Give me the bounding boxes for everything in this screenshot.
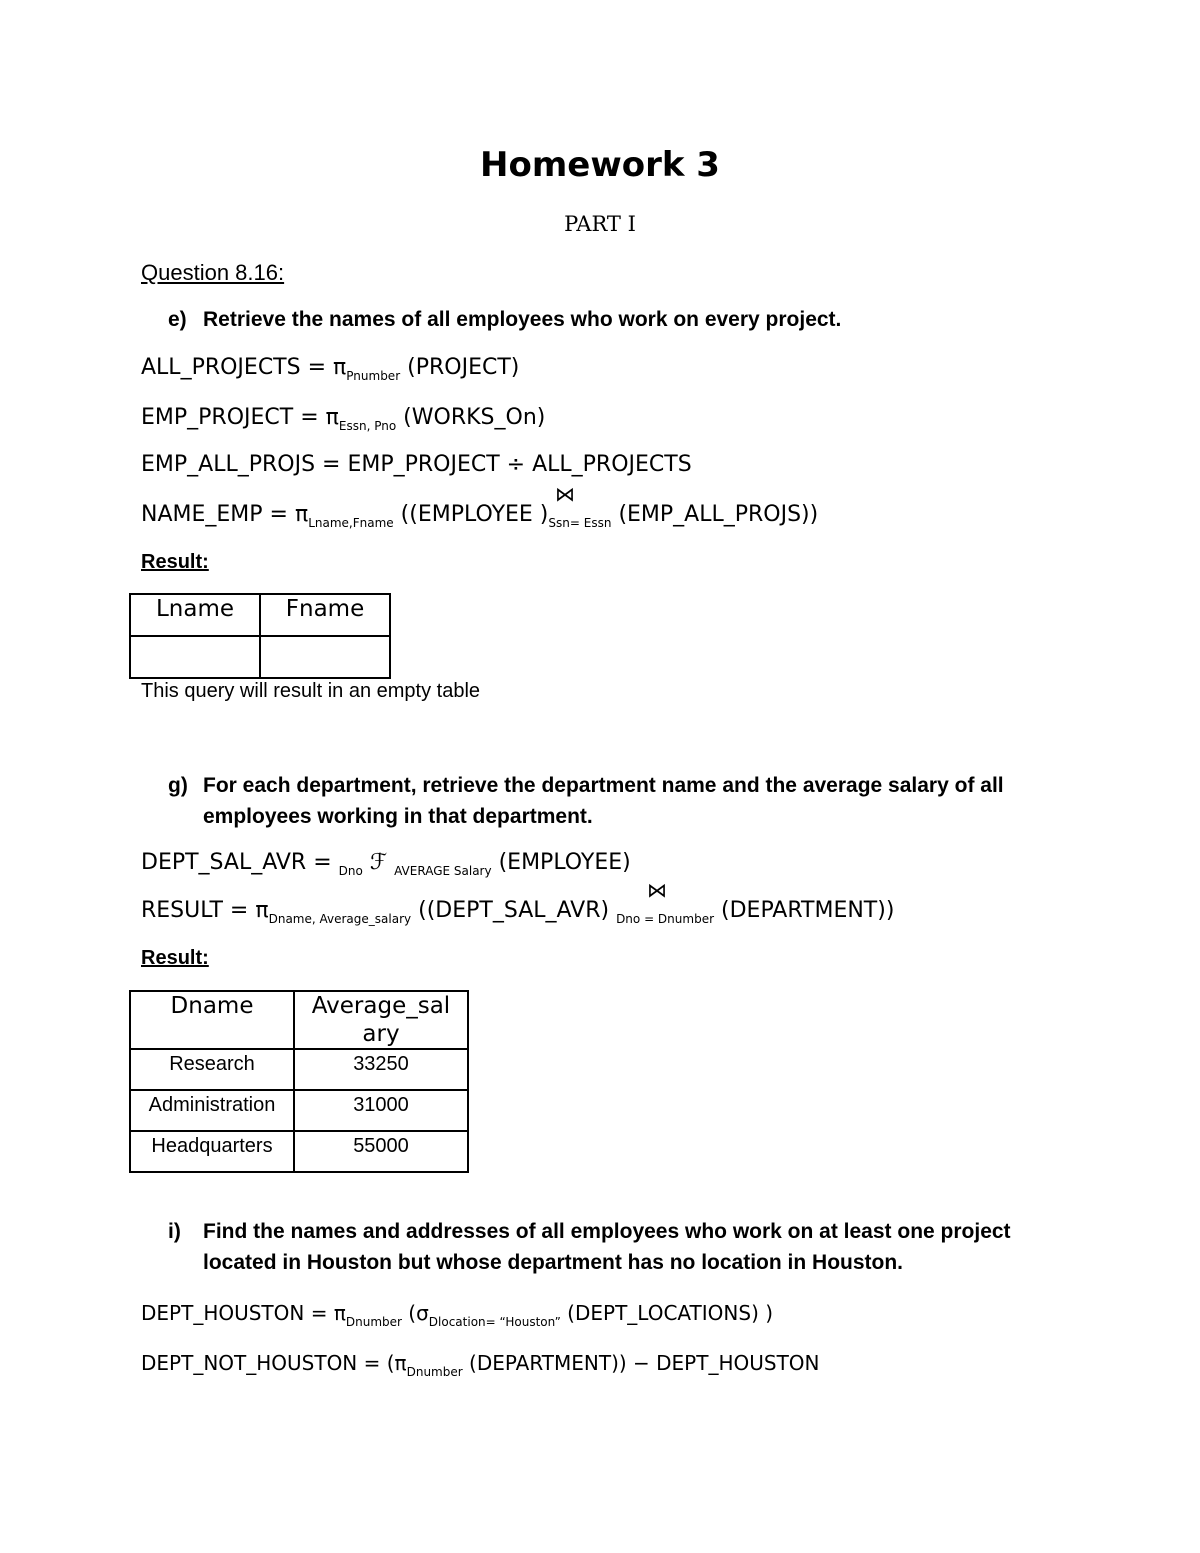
question-g-text-line2: employees working in that department. — [203, 805, 593, 828]
table-header: Dname — [130, 991, 294, 1049]
table-cell-empty — [130, 636, 260, 678]
table-cell: Administration — [130, 1090, 294, 1131]
table-header: Fname — [260, 594, 390, 636]
table-cell-empty — [260, 636, 390, 678]
question-e-text: Retrieve the names of all employees who work on every project. — [203, 308, 842, 331]
result-table-g — [129, 990, 469, 1173]
table-row — [130, 1131, 468, 1172]
table-row — [130, 1090, 468, 1131]
result-table-e — [129, 593, 391, 679]
table-cell: 55000 — [294, 1131, 468, 1172]
item-letter-i: i) — [168, 1220, 181, 1243]
item-letter-g: g) — [168, 774, 188, 797]
question-heading: Question 8.16: — [141, 260, 285, 285]
result-label-g: Result: — [141, 947, 209, 969]
equation-all-projects: ALL_PROJECTS = $\pi_{Pnumber}$ (PROJECT) — [141, 355, 520, 383]
equation-result: RESULT = $\pi_{Dname, Average\_salary}$ ((DEPT_SAL_AVR) $_{Dno = Dnumber}$ (DEPARTMENT)) — [141, 898, 895, 926]
page-title: Homework 3 — [480, 145, 720, 185]
question-i-text-line2: located in Houston but whose department has no location in Houston. — [203, 1251, 904, 1274]
table-cell: 31000 — [294, 1090, 468, 1131]
question-i-text-line1: Find the names and addresses of all employees who work on at least one project — [203, 1220, 1011, 1243]
item-letter-e: e) — [168, 308, 187, 331]
equation-dept-sal-avr: DEPT_SAL_AVR = $_{Dno}$ ℱ $_{AVERAGE Salary}$ (EMPLOYEE) — [141, 850, 631, 878]
table-header: Average_sal ary — [294, 991, 468, 1049]
equation-emp-project: EMP_PROJECT = $\pi_{Essn, Pno}$ (WORKS_On) — [141, 405, 546, 433]
join-symbol: ⋈ — [555, 484, 575, 506]
part-heading: PART I — [564, 212, 636, 236]
equation-dept-not-houston: DEPT_NOT_HOUSTON = ($\pi_{Dnumber}$ (DEPARTMENT)) − DEPT_HOUSTON — [141, 1351, 820, 1379]
equation-dept-houston: DEPT_HOUSTON = $\pi_{Dnumber}$ ($\sigma_{Dlocation= “Houston”}$ (DEPT_LOCATIONS) ) — [141, 1301, 774, 1329]
equation-name-emp: NAME_EMP = $\pi_{Lname,Fname}$ ((EMPLOYEE )$_{Ssn= Essn}$ (EMP_ALL_PROJS)) — [141, 502, 819, 530]
question-g-text-line1: For each department, retrieve the department name and the average salary of all — [203, 774, 1004, 797]
table-cell: Research — [130, 1049, 294, 1090]
equation-emp-all-projs: EMP_ALL_PROJS = EMP_PROJECT ÷ ALL_PROJECTS — [141, 452, 692, 477]
table-cell: Headquarters — [130, 1131, 294, 1172]
empty-result-note: This query will result in an empty table — [141, 680, 481, 702]
table-header: Lname — [130, 594, 260, 636]
join-symbol: ⋈ — [647, 880, 667, 902]
table-cell: 33250 — [294, 1049, 468, 1090]
table-row — [130, 1049, 468, 1090]
result-label-e: Result: — [141, 551, 209, 573]
